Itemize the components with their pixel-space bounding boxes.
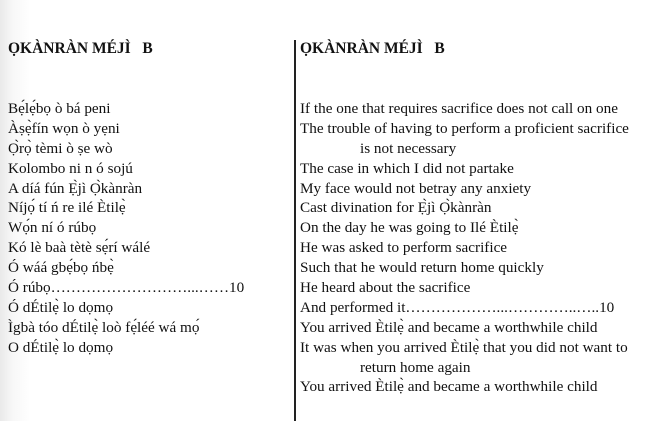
verse-line: O dÉtilẹ̀ lo dọmọ	[8, 338, 114, 356]
verse-line: Ọ̀rọ̀ tèmi ò ṣe wò	[8, 139, 113, 157]
verse-line: Ìgbà tóo dÉtilẹ̀ loò fẹ́léé wá mọ́	[8, 318, 200, 336]
verse-line: My face would not betray any anxiety	[300, 179, 532, 197]
verse-line: Kolombo ni n ó sojú	[8, 159, 133, 177]
verse-line: Such that he would return home quickly	[300, 259, 544, 277]
yoruba-verse	[8, 99, 244, 358]
verse-line-continuation: return home again	[360, 358, 471, 376]
verse-line: And performed it………………...…………..…..10	[300, 298, 615, 316]
verse-line: Wọ́n ní ó rúbọ	[8, 219, 97, 237]
verse-line: He heard about the sacrifice	[300, 279, 471, 297]
english-verse	[300, 99, 629, 397]
verse-line: The trouble of having to perform a proficient sacrifice	[300, 119, 629, 137]
verse-line: If the one that requires sacrifice does not call on one	[300, 100, 618, 117]
verse-line: Ó wáá gbẹ́bọ ńbẹ̀	[8, 259, 114, 277]
yoruba-title: ỌKÀNRÀN MÉJÌ B	[8, 40, 153, 57]
column-divider	[294, 40, 296, 421]
verse-line: Ó rúbọ………………………...……10	[8, 279, 245, 297]
english-title: ỌKÀNRÀN MÉJÌ B	[300, 40, 445, 57]
verse-line-continuation: is not necessary	[360, 139, 457, 157]
verse-line: A díá fún Ẹ̀jì Ọ̀kànràn	[8, 179, 143, 197]
verse-line: He was asked to perform sacrifice	[300, 239, 508, 257]
verse-line: Kó lè baà tètè sẹ́rí wálé	[8, 239, 151, 257]
verse-line: It was when you arrived Ètilẹ̀ that you did not want to	[300, 338, 628, 356]
verse-line: You arrived Ètilẹ̀ and became a worthwhile child	[300, 378, 598, 396]
verse-line: Àṣẹ̀fín wọn ò yẹni	[8, 119, 120, 137]
verse-line: You arrived Ètilẹ̀ and became a worthwhile child	[300, 318, 598, 336]
verse-line: Ó dÉtilẹ̀ lo dọmọ	[8, 298, 114, 316]
verse-line: Cast divination for Ẹ̀jì Ọ̀kànràn	[300, 199, 492, 217]
verse-line: Níjọ́ tí ń re ilé Ètilẹ̀	[8, 199, 126, 217]
verse-line: Bẹ́lẹ́bọ ò bá peni	[8, 100, 111, 117]
verse-line: On the day he was going to Ilé Ètilẹ̀	[300, 219, 519, 237]
verse-line: The case in which I did not partake	[300, 159, 514, 177]
